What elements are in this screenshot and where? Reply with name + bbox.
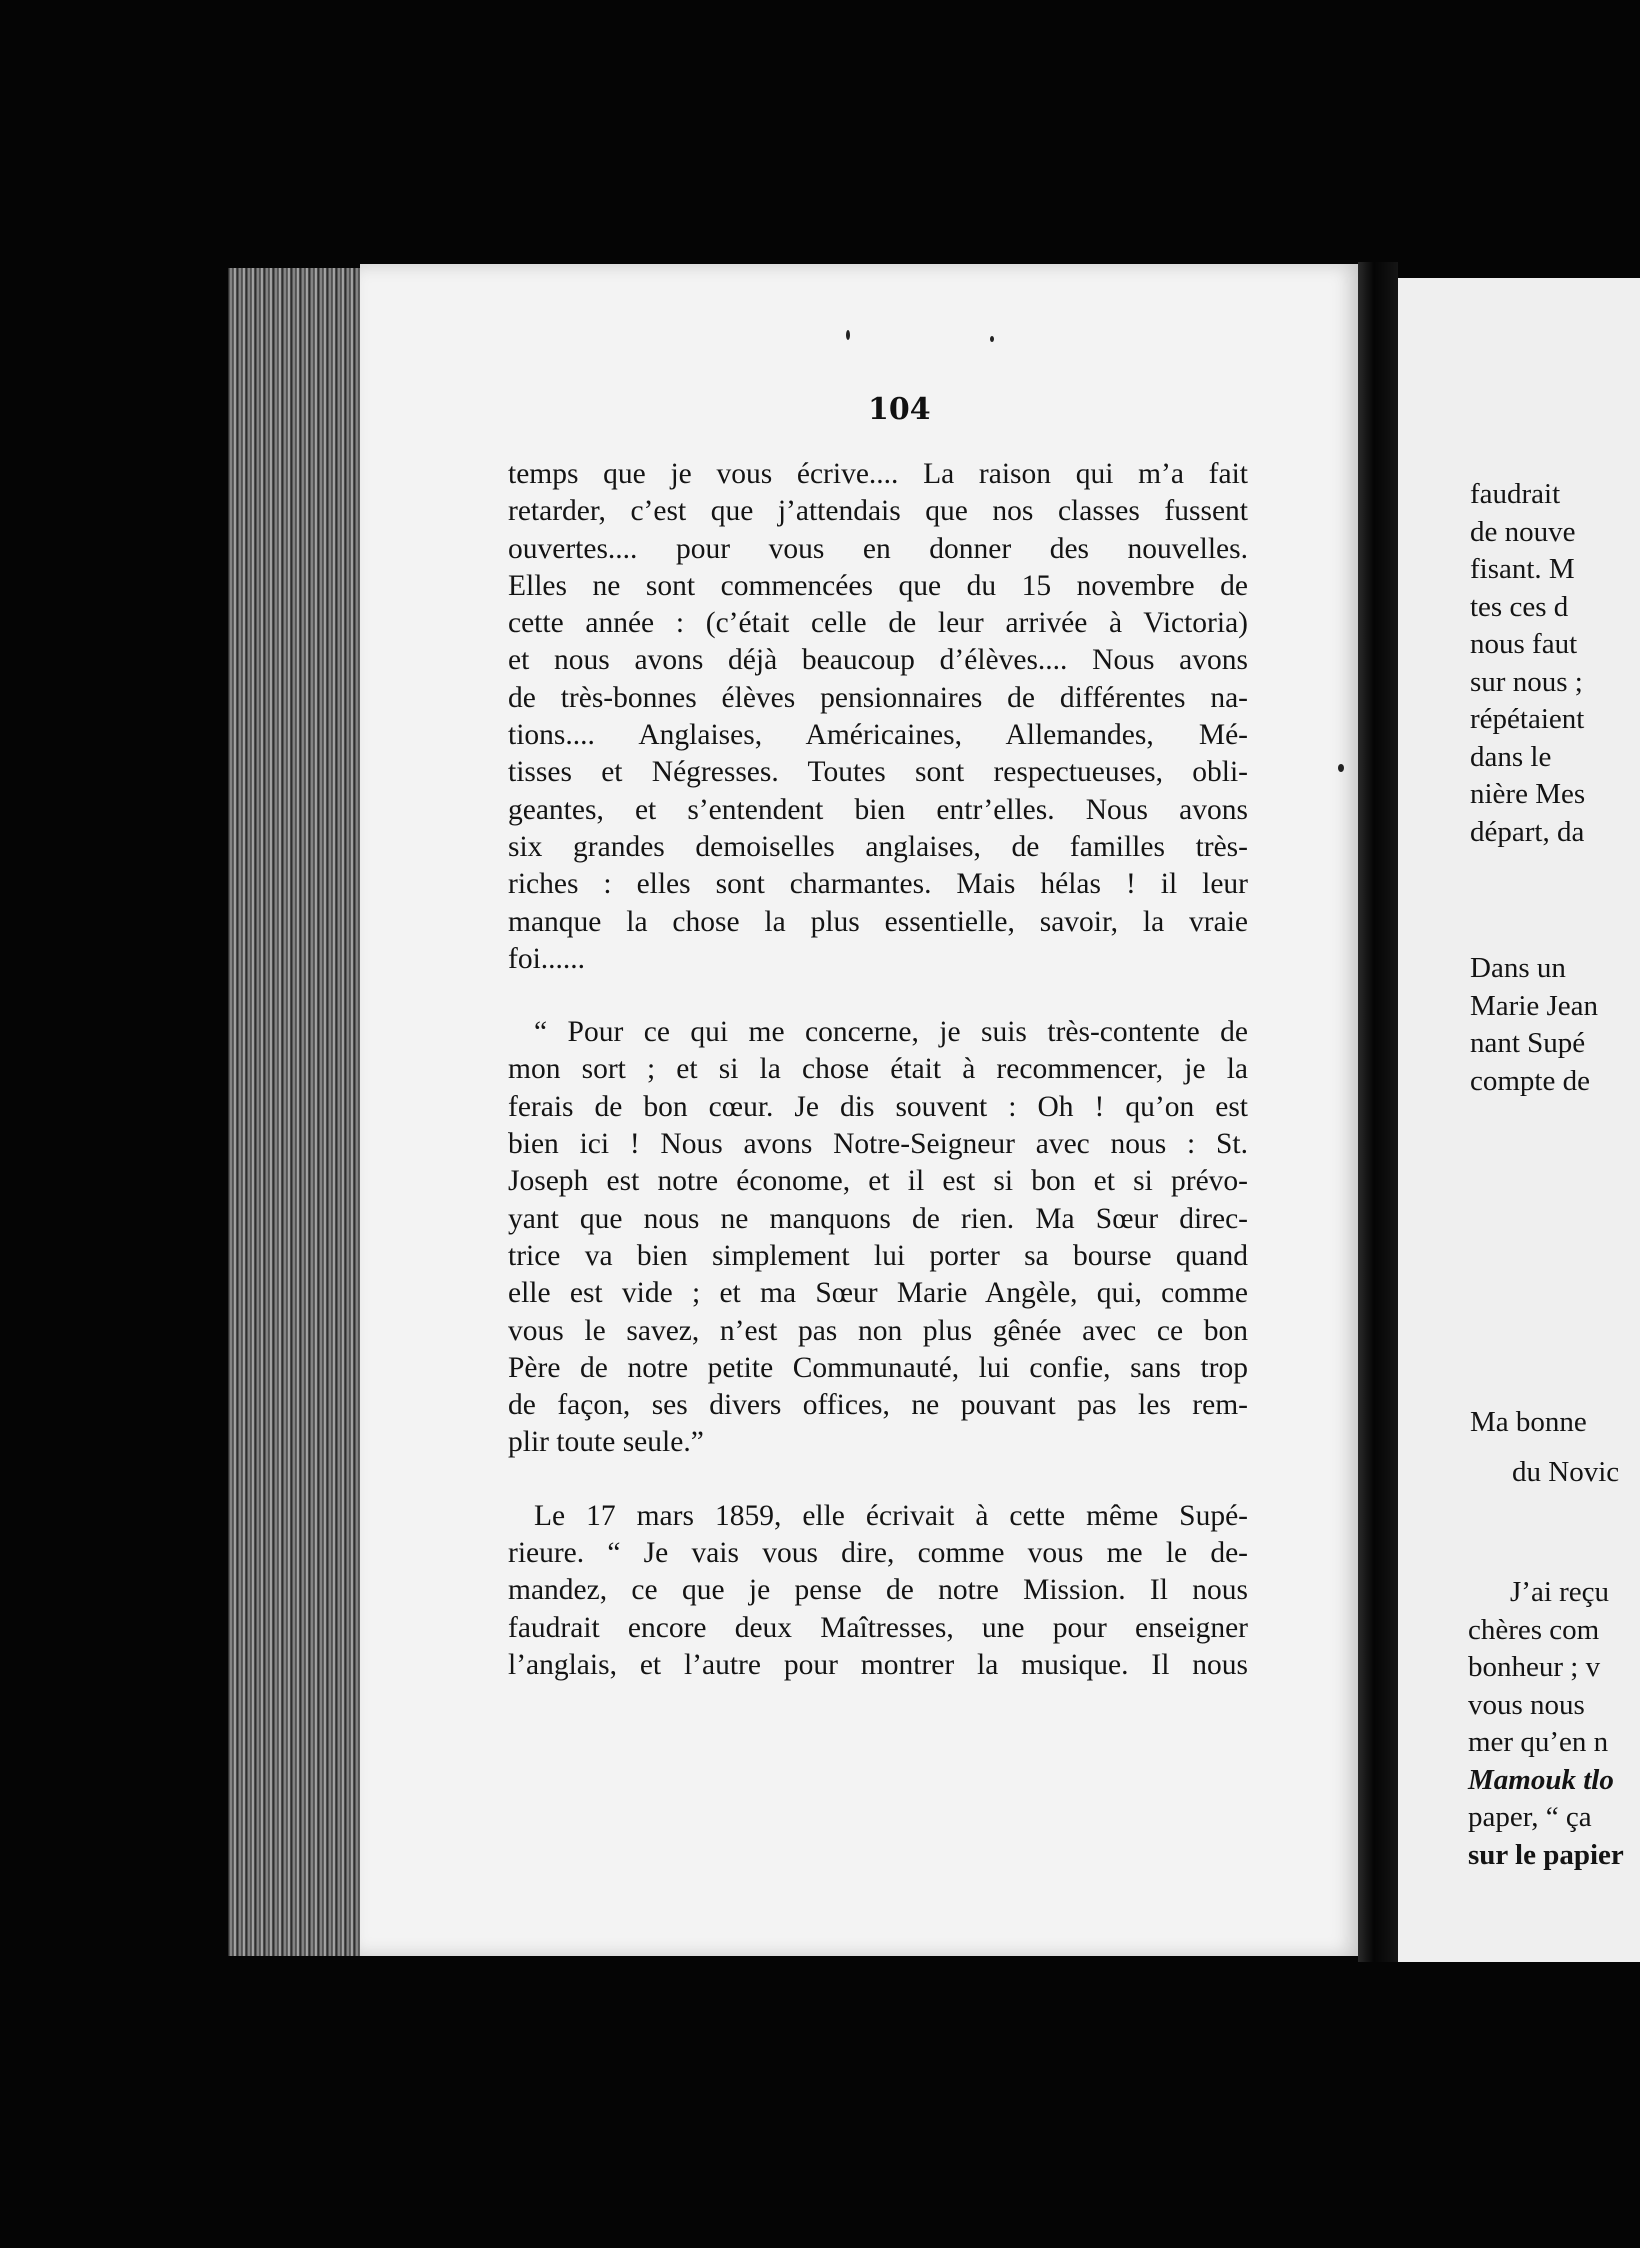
right-page-block-2: [1470, 950, 1640, 1100]
paragraph-closing: [508, 1498, 1248, 1684]
text-line: faudrait: [1470, 478, 1561, 510]
paragraph-quote: [508, 1014, 1248, 1462]
text-line: l’anglais, et l’autre pour montrer la musique. Il nous: [508, 1648, 1248, 1681]
text-line: de nouve: [1470, 515, 1576, 548]
text-line: yant que nous ne manquons de rien. Ma Sœur direc-: [508, 1202, 1248, 1235]
text-line: Le 17 mars 1859, elle écrivait à cette même Supé-: [534, 1499, 1248, 1532]
text-line: Père de notre petite Communauté, lui confie, sans trop: [508, 1351, 1248, 1384]
text-line: elle est vide ; et ma Sœur Marie Angèle, qui, comme: [508, 1277, 1248, 1310]
text-line: bien ici ! Nous avons Notre-Seigneur avec nous : St.: [508, 1128, 1248, 1161]
text-line: mon sort ; et si la chose était à recommencer, je la: [508, 1053, 1248, 1086]
text-line: foi......: [508, 942, 586, 975]
text-line: fisant. M: [1470, 553, 1575, 585]
text-line: mandez, ce que je pense de notre Mission. Il nous: [508, 1574, 1248, 1607]
text-line: J’ai reçu: [1510, 1576, 1610, 1608]
text-line: geantes, et s’entendent bien entr’elles. Nous avons: [508, 793, 1248, 826]
text-line: vous nous: [1468, 1688, 1585, 1721]
text-line: Joseph est notre économe, et il est si bon et si prévo-: [508, 1165, 1248, 1198]
text-line: tisses et Négresses. Toutes sont respectueuses, obli-: [508, 756, 1248, 789]
text-line: manque la chose la plus essentielle, savoir, la vraie: [508, 905, 1248, 938]
text-line: du Novic: [1512, 1455, 1620, 1488]
ink-speck: [990, 336, 994, 342]
text-line: retarder, c’est que j’attendais que nos classes fussent: [508, 495, 1248, 528]
text-line: riches : elles sont charmantes. Mais hélas ! il leur: [508, 868, 1248, 901]
text-line: cette année : (c’était celle de leur arrivée à Victoria): [508, 607, 1248, 640]
right-page-block-1: [1470, 476, 1640, 851]
text-line: trice va bien simplement lui porter sa bourse quand: [508, 1239, 1248, 1272]
text-line: rieure. “ Je vais vous dire, comme vous me le de-: [508, 1537, 1248, 1570]
ink-speck: [1338, 764, 1344, 772]
text-line: temps que je vous écrive.... La raison qui m’a fait: [508, 458, 1248, 490]
book-gutter: [1358, 262, 1398, 1962]
text-line: ferais de bon cœur. Je dis souvent : Oh ! qu’on est: [508, 1090, 1248, 1123]
text-line: Mamouk tlo: [1468, 1763, 1614, 1796]
right-page-block-4: [1468, 1574, 1640, 1874]
text-line: Dans un: [1470, 952, 1566, 984]
text-line: et nous avons déjà beaucoup d’élèves.... Nous avons: [508, 644, 1248, 677]
text-line: Marie Jean: [1470, 989, 1599, 1022]
text-line: compte de: [1470, 1064, 1590, 1097]
text-line: de très-bonnes élèves pensionnaires de différentes na-: [508, 681, 1248, 714]
text-line: nière Mes: [1470, 778, 1586, 810]
text-line: sur le papier: [1468, 1838, 1624, 1871]
text-line: faudrait encore deux Maîtresses, une pour enseigner: [508, 1611, 1248, 1644]
text-line: “ Pour ce qui me concerne, je suis très-contente de: [534, 1016, 1248, 1049]
text-line: de façon, ses divers offices, ne pouvant pas les rem-: [508, 1389, 1248, 1422]
book-page-edges: [228, 268, 360, 1956]
text-line: tes ces d: [1470, 590, 1569, 623]
text-line: ouvertes.... pour vous en donner des nouvelles.: [508, 532, 1248, 565]
text-line: vous le savez, n’est pas non plus gênée avec ce bon: [508, 1314, 1248, 1347]
text-line: nous faut: [1470, 628, 1578, 660]
left-page-text: [508, 456, 1248, 1684]
text-line: tions.... Anglaises, Américaines, Allemandes, Mé-: [508, 719, 1248, 752]
text-line: dans le: [1470, 740, 1552, 773]
text-line: bonheur ; v: [1468, 1651, 1601, 1683]
text-line: départ, da: [1470, 815, 1585, 848]
text-line: répétaient: [1470, 703, 1585, 735]
right-page-block-3: [1470, 1404, 1640, 1491]
text-line: plir toute seule.”: [508, 1426, 704, 1459]
text-line: paper, “ ça: [1468, 1801, 1592, 1833]
text-line: Elles ne sont commencées que du 15 novembre de: [508, 569, 1248, 602]
text-line: nant Supé: [1470, 1027, 1586, 1059]
text-line: Ma bonne: [1470, 1406, 1587, 1438]
paragraph-letter: [508, 456, 1248, 978]
page-number: 104: [868, 392, 931, 427]
text-line: chères com: [1468, 1613, 1600, 1646]
ink-speck: [846, 330, 850, 340]
text-line: six grandes demoiselles anglaises, de familles très-: [508, 830, 1248, 863]
text-line: mer qu’en n: [1468, 1726, 1609, 1758]
text-line: sur nous ;: [1470, 665, 1583, 698]
